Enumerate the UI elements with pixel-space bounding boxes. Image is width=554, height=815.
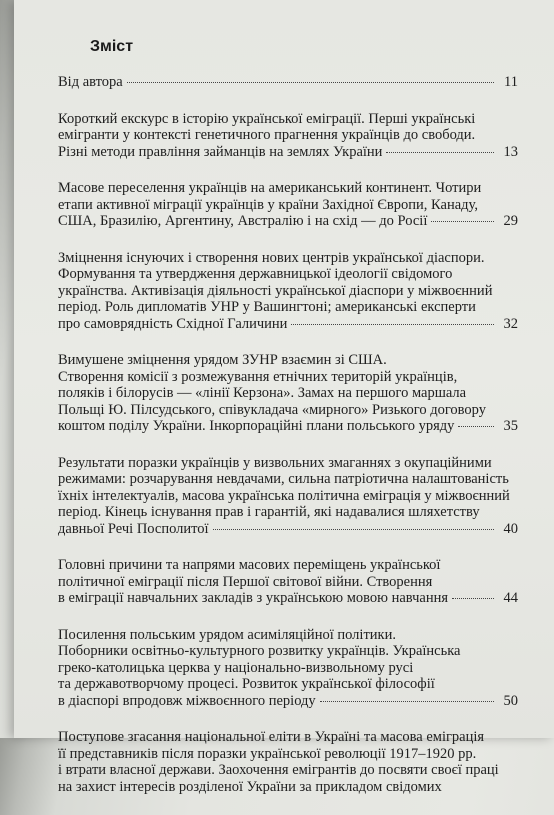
page-number: 35 bbox=[503, 418, 518, 434]
toc-entry-line: Короткий екскурс в історію української еміграції. Перші українські bbox=[58, 110, 476, 127]
toc-entry-last-line bbox=[58, 418, 518, 435]
toc-entry-last-line bbox=[58, 316, 518, 333]
toc-entry-line: Зміцнення існуючих і створення нових центрів української діаспори. bbox=[58, 249, 485, 266]
toc-entry-last-line bbox=[58, 521, 518, 538]
toc-entry-line: політичної еміграції після Першої світової війни. Створення bbox=[58, 573, 433, 590]
page-number: 32 bbox=[503, 315, 518, 332]
toc-entry-line: коштом поділу України. Інкорпораційні плани польського уряду bbox=[58, 418, 455, 434]
toc-entry-line: період. Роль дипломатів УНР у Вашингтоні; американські експерти bbox=[58, 299, 476, 315]
toc-entry-line: Головні причини та напрями масових переміщень української bbox=[58, 557, 441, 573]
toc-entry[interactable] bbox=[58, 729, 518, 795]
page-number: 29 bbox=[503, 213, 518, 229]
toc-entry-line: емігранти у контексті генетичного прагнення українців до свободи. bbox=[58, 127, 476, 143]
toc-entry-last-line bbox=[58, 693, 518, 710]
toc-entry[interactable] bbox=[58, 627, 518, 710]
toc-entry-line: на захист інтересів розділеної України за прикладом свідомих bbox=[58, 778, 442, 795]
toc-entry-line: Від автора bbox=[58, 74, 123, 90]
toc-entry-line: Поступове згасання національної еліти в Україні та масова еміграція bbox=[58, 729, 485, 745]
toc-entry-line: українства. Активізація діяльності української діаспори у міжвоєнний bbox=[58, 282, 493, 299]
toc-entry-line: в еміграції навчальних закладів з українською мовою навчання bbox=[58, 590, 449, 606]
toc-entry-line: Поборники освітньо-культурного розвитку українців. Українська bbox=[58, 643, 461, 659]
toc-entry[interactable] bbox=[58, 557, 518, 607]
toc-title: Зміст bbox=[90, 38, 134, 55]
toc-entry-line: Різні методи правління займанців на землях України bbox=[58, 143, 383, 160]
toc-entry-last-line bbox=[58, 213, 518, 230]
toc-entry-line: режимами: розчарування невдачами, сильна патріотична налаштованість bbox=[58, 471, 509, 487]
toc-entry-line: і втрати власної держави. Заохочення емігрантів до посвяти своєї праці bbox=[58, 762, 499, 778]
toc-entry-line: період. Кінець існування прав і гарантій, які надавалися шляхетству bbox=[58, 504, 480, 520]
toc-entry-last-line bbox=[58, 144, 518, 161]
toc-entry-line: Вимушене зміцнення урядом ЗУНР взаємин зі США. bbox=[58, 352, 387, 368]
toc-entries bbox=[58, 74, 518, 795]
toc-entry-line: їхніх інтелектуалів, масова українська політична еміграція у міжвоєнний bbox=[58, 487, 510, 504]
toc-entry-line: Формування та утвердження державницької ідеології свідомого bbox=[58, 266, 453, 282]
toc-entry-line: її представників після поразки української революції 1917–1920 рр. bbox=[58, 745, 477, 762]
toc-entry-last-line bbox=[58, 74, 518, 91]
table-of-contents bbox=[58, 38, 518, 815]
toc-entry-line: США, Бразилію, Аргентину, Австралію і на схід — до Росії bbox=[58, 213, 428, 229]
toc-entry-line: етапи активної міграції українців у країни Західної Європи, Канаду, bbox=[58, 196, 478, 213]
dot-leader bbox=[431, 221, 494, 222]
dot-leader bbox=[386, 152, 494, 153]
dot-leader bbox=[452, 598, 494, 599]
toc-entry[interactable] bbox=[58, 180, 518, 230]
dot-leader bbox=[458, 426, 494, 427]
toc-entry-line: давньої Речі Посполитої bbox=[58, 520, 209, 537]
toc-entry-last-line bbox=[58, 779, 518, 796]
toc-entry[interactable] bbox=[58, 250, 518, 333]
page-number: 40 bbox=[503, 520, 518, 537]
toc-entry-line: Посилення польським урядом асиміляційної політики. bbox=[58, 626, 396, 643]
page-number: 13 bbox=[503, 143, 518, 160]
page-number: 44 bbox=[503, 590, 518, 606]
toc-entry[interactable] bbox=[58, 74, 518, 91]
page-number: 11 bbox=[504, 74, 518, 90]
dot-leader bbox=[320, 701, 494, 702]
dot-leader bbox=[291, 324, 494, 325]
toc-entry-last-line bbox=[58, 590, 518, 607]
toc-entry[interactable] bbox=[58, 352, 518, 435]
toc-entry-line: Польщі Ю. Пілсудського, співукладача «мирного» Ризького договору bbox=[58, 401, 486, 418]
dot-leader bbox=[127, 82, 494, 83]
toc-entry-line: про самоврядність Східної Галичини bbox=[58, 315, 288, 332]
book-page bbox=[14, 0, 554, 795]
toc-entry-line: Створення комісії з розмежування етнічних територій українців, bbox=[58, 368, 458, 385]
toc-entry[interactable] bbox=[58, 111, 518, 161]
dot-leader bbox=[213, 529, 494, 530]
toc-entry-line: Масове переселення українців на американський континент. Чотири bbox=[58, 180, 482, 196]
toc-entry-line: поляків і білорусів — «лінії Керзона». Замах на першого маршала bbox=[58, 385, 467, 401]
toc-entry-line: Результати поразки українців у визвольних змаганнях з окупаційними bbox=[58, 454, 492, 471]
page-number: 50 bbox=[503, 692, 518, 709]
toc-entry-line: та державотворчому процесі. Розвиток української філософії bbox=[58, 676, 435, 692]
toc-entry[interactable] bbox=[58, 455, 518, 538]
toc-entry-line: греко-католицька церква у національно-визвольному русі bbox=[58, 659, 414, 676]
toc-entry-line: в діаспорі впродовж міжвоєнного періоду bbox=[58, 692, 316, 709]
